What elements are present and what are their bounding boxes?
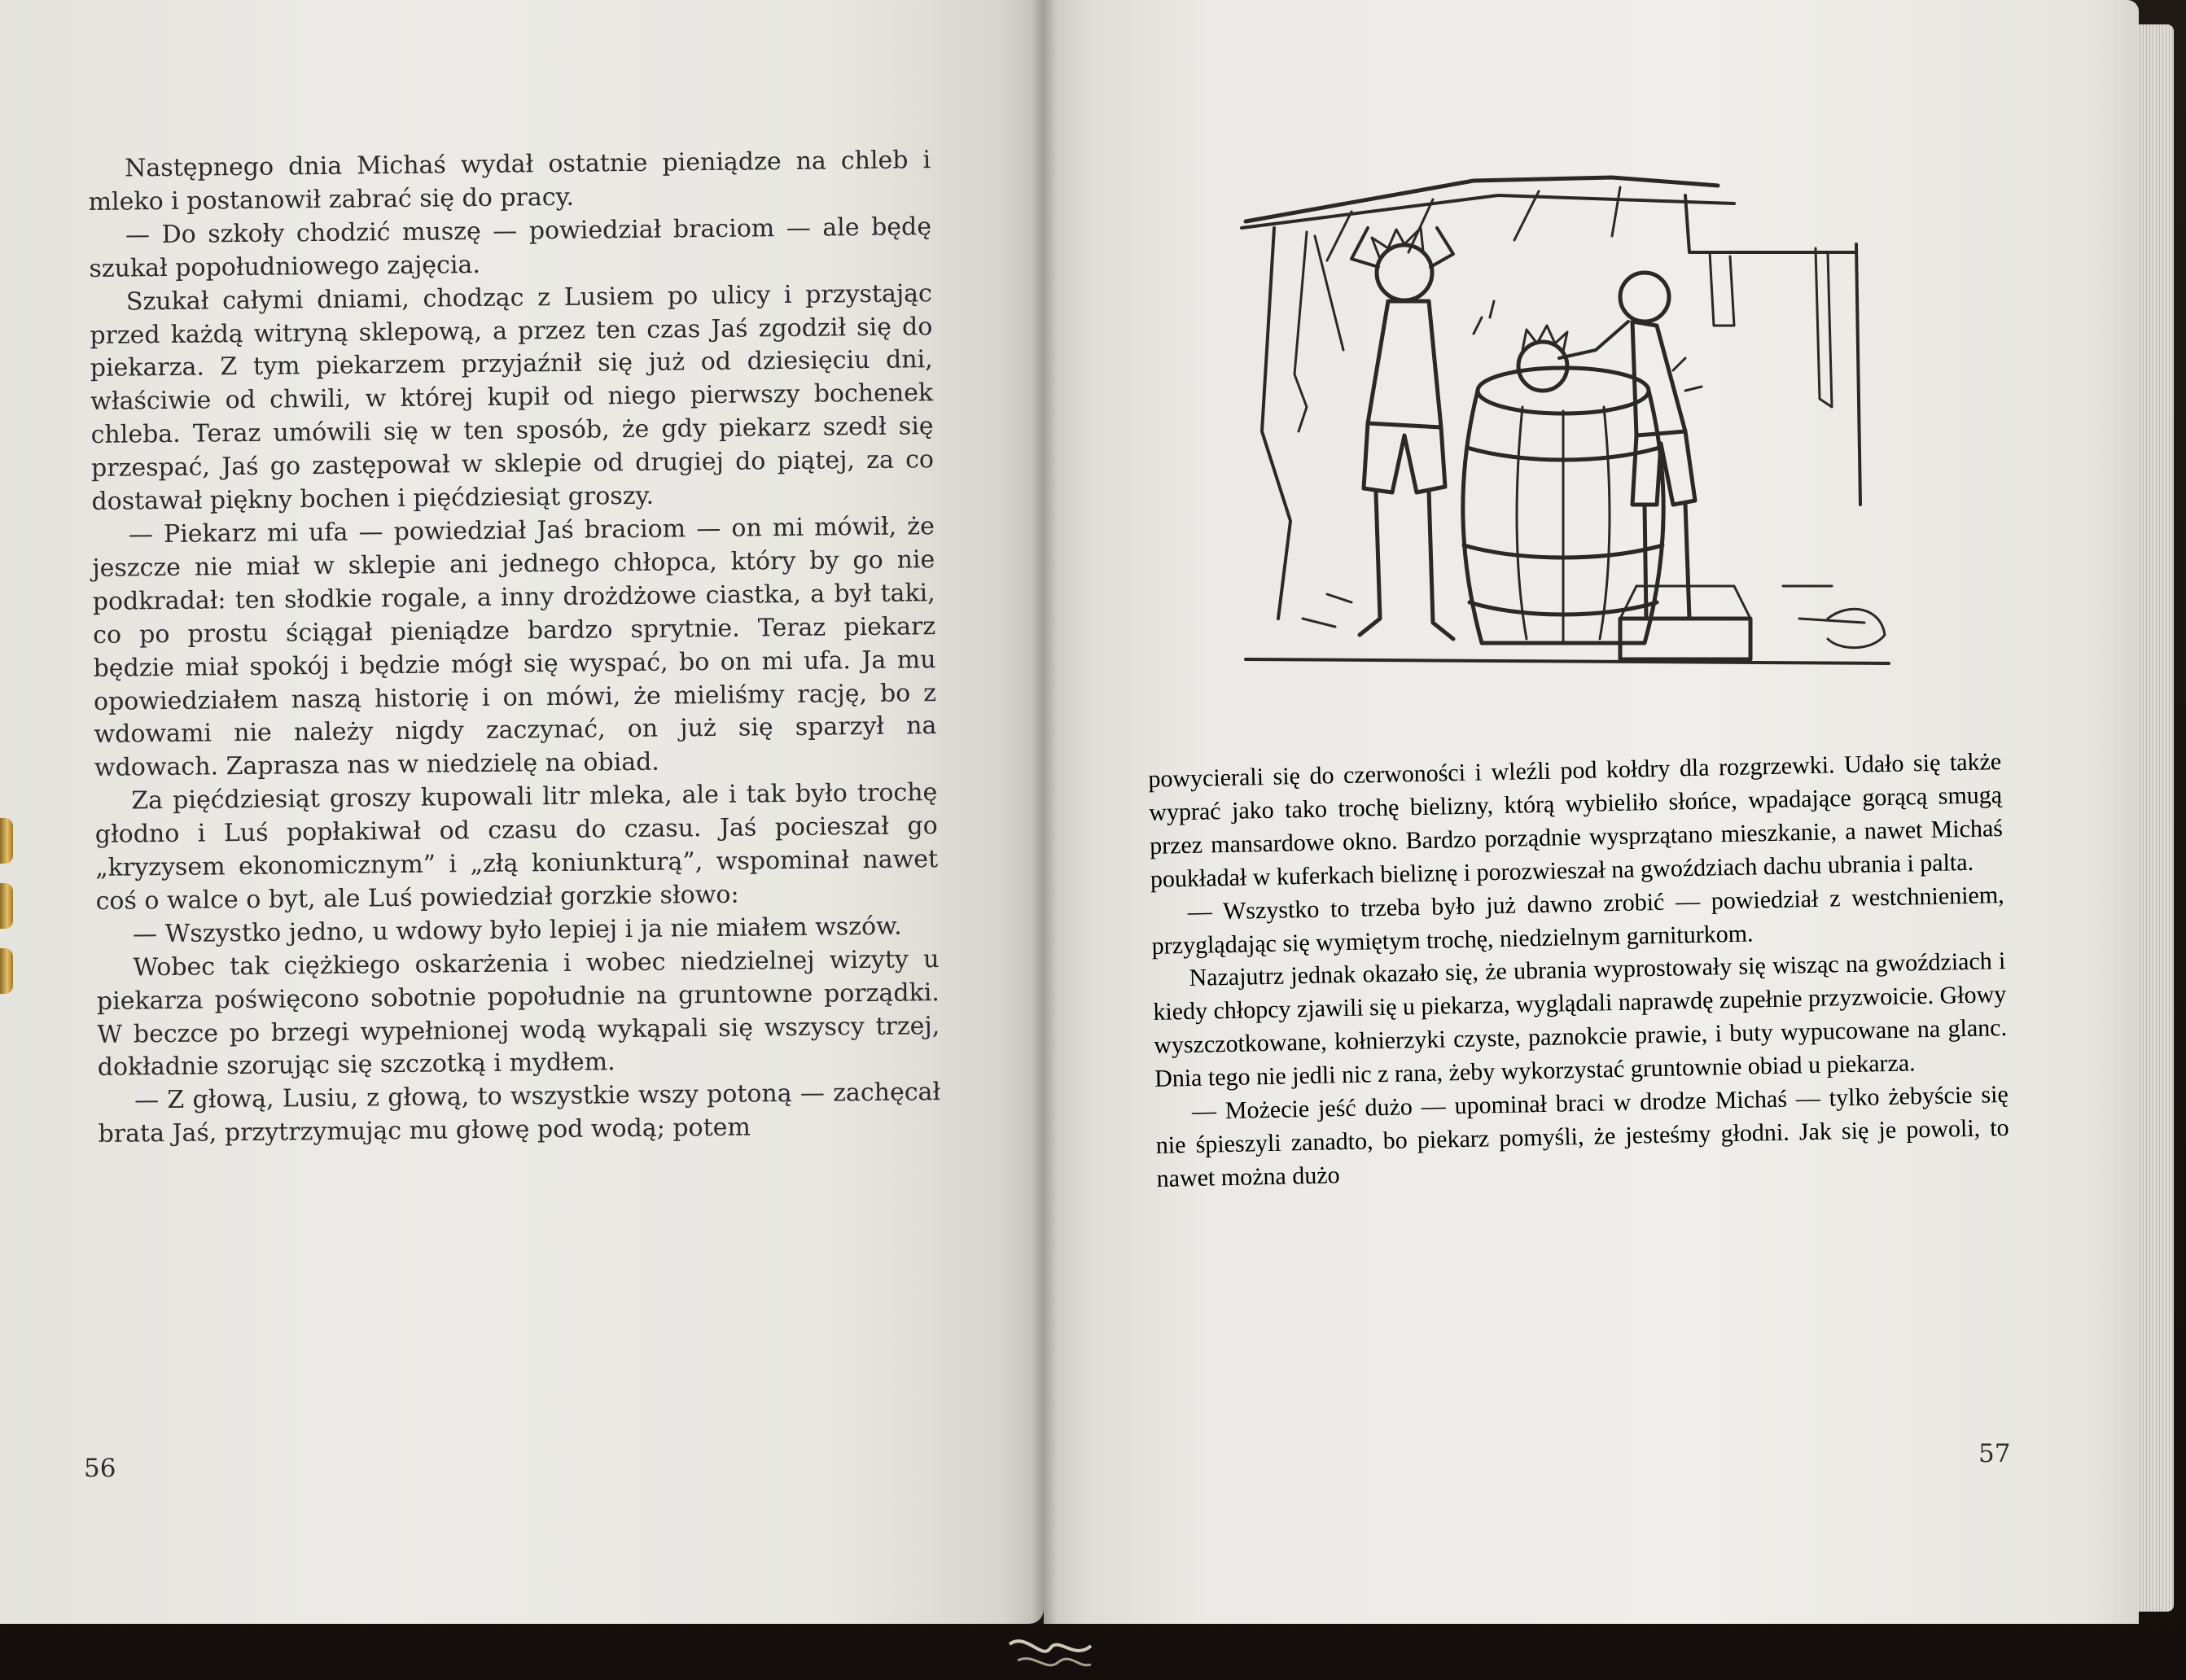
paragraph: — Wszystko jedno, u wdowy było lepiej i ja nie miałem wszów. (132, 912, 902, 949)
floor-marks (1303, 586, 1864, 627)
page-number-right: 57 (1978, 1439, 2011, 1468)
water-splash (1474, 301, 1702, 391)
paragraph: powycierali się do czerwoności i wleźli pod kołdry dla rozgrzewki. Udało się także wyprać jako tako trochę bielizny, którą wybieliło słońce, wpadające gorącą smugą przez mansardowe okno. Bardzo porządnie wysprzątano mieszkanie, a nawet Michaś poukładał w kuferkach bieliznę i porozwieszał na gwoździach dachu ubrania i palta. (1148, 748, 2004, 893)
barrel-washing-illustration (1229, 163, 1905, 700)
roof-beam (1612, 187, 1620, 236)
roof-beam (1327, 212, 1351, 260)
paragraph: — Możecie jeść dużo — upominał braci w drodze Michaś — tylko żebyście się nie śpieszyli zanadto, bo piekarz pomyśli, że jesteśmy głodni. Jak się je powoli, to nawet można dużo (1155, 1081, 2009, 1192)
right-boy-head (1620, 273, 1669, 322)
boy-torso (1368, 301, 1441, 427)
ribbon-bookmark (1001, 1628, 1099, 1680)
paragraph: Wobec tak ciężkiego oskarżenia i wobec niedzielnej wizyty u piekarza poświęcono sobotnie popołudnie na gruntowne porządki. W beczce po brzegi wypełnionej wodą wykąpali się wszyscy trzej, dokładnie szorując się szczotką i mydłem. (96, 944, 940, 1083)
binder-clip (0, 948, 13, 994)
boy-legs (1360, 490, 1453, 639)
right-boy-legs (1645, 503, 1689, 619)
binder-clip (0, 818, 13, 864)
paragraph: Następnego dnia Michaś wydał ostatnie pieniądze na chleb i mleko i postanowił zabrać się do pracy. (88, 146, 931, 217)
boy-arms (1351, 228, 1453, 267)
paragraph: — Piekarz mi ufa — powiedział Jaś braciom — on mi mówił, że jeszcze nie miał w sklepie ani jednego chłopca, który by go nie podkradał: ten słodkie rogale, a inny drożdżowe ciastka, a był taki, co po prostu ściągał pieniądze bardzo sprytnie. Teraz piekarz będzie miał spokój i będzie mógł się wyspać, bo on mi ufa. Ja mu opowiedziałem naszą historię i on mówi, że mieliśmy rację, bo z wdowami nie należy nigdy zaczynać, on już się sparzył na wdowach. Zaprasza nas w niedzielę na obiad. (92, 512, 937, 783)
paragraph: Nazajutrz jednak okazało się, że ubrania wyprostowały się wisząc na gwoździach i kiedy chłopcy zjawili się u piekarza, wyglądali naprawdę zupełnie przyzwoicie. Głowy wyszczotkowane, kołnierzyki czyste, paznokcie prawie, i buty wypucowane na glanc. Dnia tego nie jedli nic z rana, żeby wykorzystać gruntownie obiad u piekarza. (1153, 947, 2008, 1093)
hanging-cloth (1295, 232, 1307, 431)
hanging-cloth (1710, 252, 1734, 326)
right-boy-arm (1559, 322, 1628, 358)
left-page-text (88, 144, 941, 1152)
right-page-text (1148, 746, 2010, 1197)
paragraph: Za pięćdziesiąt groszy kupowali litr mleka, ale i tak było trochę głodno i Luś popłakiwał od czasu do czasu. Jaś pocieszał go „kryzysem ekonomicznym” i „złą koniunkturą”, wspominał nawet coś o walce o byt, ale Luś powiedział gorzkie słowo: (94, 778, 939, 916)
left-page (0, 0, 1044, 1624)
binder-clip (0, 883, 13, 929)
floor-line (1246, 659, 1889, 663)
paragraph: — Wszystko to trzeba było już dawno zrobić — powiedział z westchnieniem, przyglądając się wymiętym trochę, niedzielnym garniturkom. (1151, 881, 2004, 960)
paragraph: — Do szkoły chodzić muszę — powiedział braciom — ale będę szukał popołudniowego zajęcia. (89, 212, 932, 283)
boy-shorts (1364, 423, 1445, 492)
book-gutter (1032, 0, 1057, 1624)
step-box (1620, 586, 1750, 619)
step-box (1620, 619, 1750, 659)
paragraph: Szukał całymi dniami, chodząc z Lusiem po ulicy i przystając przed każdą witryną sklepową, a przez ten czas Jaś zgodził się do piekarza. Z tym piekarzem przyjaźnił się już od dziesięciu dni, właściwie od chwili, w której kupił od niego pierwszy bochenek chleba. Teraz umówili się w ten sposób, że gdy piekarz szedł się przespać, Jaś go zastępował w sklepie od drugiej do piątej, za co dostawał piękny bochen i pięćdziesiąt groszy. (90, 278, 935, 517)
hanging-cloth (1816, 248, 1832, 407)
page-edges (2137, 24, 2174, 1612)
roof-beam (1242, 195, 1734, 228)
barrel-staves (1517, 407, 1610, 643)
paragraph: — Z głową, Lusiu, z głową, to wszystkie wszy potoną — zachęcał brata Jaś, przytrzymując mu głowę pod wodą; potem (98, 1078, 941, 1149)
page-number-left: 56 (84, 1454, 116, 1483)
post (1262, 228, 1290, 619)
roof-beam (1514, 191, 1539, 240)
barrel-rim (1478, 368, 1649, 413)
bucket (1828, 609, 1885, 647)
boy-hair (1372, 228, 1423, 259)
post (1856, 244, 1860, 505)
hanging-cloth (1315, 236, 1343, 350)
boy-head (1377, 245, 1432, 300)
